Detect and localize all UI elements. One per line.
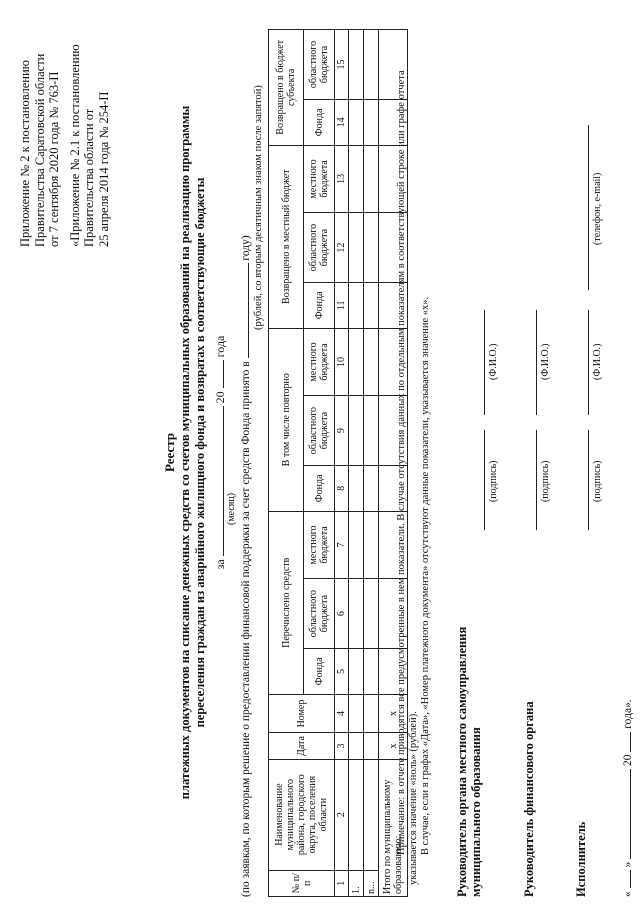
cell[interactable] xyxy=(349,145,364,212)
application-suffix: году) xyxy=(240,235,252,261)
head-local-line: Руководитель органа местного самоуправления xyxy=(455,626,469,897)
header-regional: областного бюджета xyxy=(304,30,335,100)
cell[interactable] xyxy=(349,396,364,466)
cell[interactable] xyxy=(349,213,364,283)
note-line: В случае, если в графах «Дата», «Номер платежного документа» отсутствуют данные показатели, указывается значение «х». xyxy=(420,296,431,855)
cell[interactable] xyxy=(364,396,379,466)
header-fund: Фонда xyxy=(304,99,335,145)
year-blank[interactable] xyxy=(630,732,631,752)
col-number: 15 xyxy=(335,30,349,100)
unit-note: (рублей, со вторым десятичным знаком после запятой) xyxy=(253,85,264,330)
name-caption: (Ф.И.О.) xyxy=(592,343,603,380)
document-title: Реестр xyxy=(162,433,177,473)
col-number: 11 xyxy=(335,282,349,328)
cell[interactable] xyxy=(364,733,379,759)
head-local-line: муниципального образования xyxy=(469,727,483,897)
signature-line[interactable] xyxy=(588,430,589,530)
period-line xyxy=(213,0,228,905)
contact-line[interactable] xyxy=(588,125,589,290)
total-date: x xyxy=(379,733,408,759)
header-repeated: В том числе повторно xyxy=(269,328,304,511)
header-name: Наименование муниципального района, городского округа, поселения области xyxy=(269,759,335,870)
head-finance-label: Руководитель финансового органа xyxy=(522,701,536,897)
col-number: 8 xyxy=(335,465,349,511)
date-year: 20 xyxy=(622,754,634,766)
date-close: » xyxy=(622,861,634,868)
name-line[interactable] xyxy=(536,310,537,415)
cell[interactable] xyxy=(349,99,364,145)
header-fund: Фонда xyxy=(304,465,335,511)
cell[interactable] xyxy=(349,511,364,578)
signature-line[interactable] xyxy=(484,430,485,530)
col-number: 3 xyxy=(335,733,349,759)
day-blank[interactable] xyxy=(630,870,631,888)
name-line[interactable] xyxy=(484,310,485,415)
header-num: № п/п xyxy=(269,870,335,896)
header-number: Номер xyxy=(269,694,335,733)
total-number: x xyxy=(379,694,408,733)
application-text: (по заявкам, по которым решение о предоставлении финансовой поддержки за счет средств Фонда принято в xyxy=(240,361,252,897)
cell[interactable] xyxy=(364,213,379,283)
register-table xyxy=(268,29,408,897)
cell[interactable] xyxy=(349,465,364,511)
header-transferred: Перечислено средств xyxy=(269,511,304,694)
header-regional: областного бюджета xyxy=(304,396,335,466)
row-num: n... xyxy=(364,870,379,896)
appendix-line: Приложение № 2 к постановлению xyxy=(18,60,32,247)
head-local-label xyxy=(455,627,483,897)
application-line xyxy=(240,235,252,897)
appendix-line: Правительства Саратовской области xyxy=(32,53,47,247)
period-year: 20 xyxy=(213,391,227,404)
date-suffix: года». xyxy=(622,699,634,729)
appendix-line: 25 апреля 2014 года № 254-П xyxy=(96,91,111,247)
col-number: 7 xyxy=(335,511,349,578)
cell[interactable] xyxy=(349,694,364,733)
col-number: 6 xyxy=(335,579,349,649)
header-date: Дата xyxy=(269,733,335,759)
col-number: 5 xyxy=(335,649,349,695)
row-name[interactable] xyxy=(349,759,364,870)
appendix-line: от 7 сентября 2020 года № 763-П xyxy=(47,71,61,247)
cell[interactable] xyxy=(364,145,379,212)
note-line: Примечание: в отчете приводятся все предусмотренные в нем показатели. В случае отсутствия данных по отдельным показателям в соответствующей строке или графе отчета указывается значение «ноль» (рублей). xyxy=(396,70,419,885)
row-name[interactable] xyxy=(364,759,379,870)
col-number: 13 xyxy=(335,145,349,212)
contact-caption: (телефон, e-mail) xyxy=(592,172,603,245)
cell[interactable] xyxy=(364,465,379,511)
cell[interactable] xyxy=(364,30,379,100)
header-local: местного бюджета xyxy=(304,145,335,212)
period-prefix: за xyxy=(213,559,227,570)
header-local: местного бюджета xyxy=(304,328,335,395)
table-row xyxy=(364,30,379,897)
cell[interactable] xyxy=(349,579,364,649)
header-returned-region: Возвращено в бюджет субъекта xyxy=(269,30,304,146)
decision-year-blank[interactable] xyxy=(248,263,249,358)
cell[interactable] xyxy=(349,733,364,759)
table-row xyxy=(349,30,364,897)
col-number: 2 xyxy=(335,759,349,870)
document-subtitle: переселения граждан из аварийного жилищного фонда и возвратах в соответствующие бюджеты xyxy=(193,177,207,728)
cell[interactable] xyxy=(364,282,379,328)
signature-caption: (подпись) xyxy=(488,460,499,502)
period-suffix: года xyxy=(213,335,227,358)
appendix-block xyxy=(18,44,111,247)
header-returned-local: Возвращено в местный бюджет xyxy=(269,145,304,328)
cell[interactable] xyxy=(364,649,379,695)
appendix-line: Правительства области от xyxy=(82,108,96,247)
cell[interactable] xyxy=(349,649,364,695)
appendix-line: «Приложение № 2.1 к постановлению xyxy=(67,44,82,247)
col-number: 1 xyxy=(335,870,349,896)
cell[interactable] xyxy=(364,579,379,649)
notes-block xyxy=(396,25,432,885)
cell[interactable] xyxy=(364,694,379,733)
cell[interactable] xyxy=(349,328,364,395)
signature-line[interactable] xyxy=(536,430,537,530)
col-number: 9 xyxy=(335,396,349,466)
cell[interactable] xyxy=(364,99,379,145)
row-num: 1. xyxy=(349,870,364,896)
total-label: Итого по муниципальному образованию: xyxy=(379,759,408,896)
name-line[interactable] xyxy=(588,310,589,415)
name-caption: (Ф.И.О.) xyxy=(540,343,551,380)
date-line xyxy=(622,699,634,897)
executor-label: Исполнитель xyxy=(574,821,588,897)
col-number: 4 xyxy=(335,694,349,733)
date-open: « xyxy=(622,891,634,897)
signature-caption: (подпись) xyxy=(592,460,603,502)
header-local: местного бюджета xyxy=(304,511,335,578)
month-hint: (месяц) xyxy=(226,492,237,525)
name-caption: (Ф.И.О.) xyxy=(488,343,499,380)
signature-caption: (подпись) xyxy=(540,460,551,502)
month-blank[interactable] xyxy=(630,769,631,859)
header-fund: Фонда xyxy=(304,649,335,695)
year-blank[interactable] xyxy=(223,360,224,388)
header-regional: областного бюджета xyxy=(304,213,335,283)
document-subtitle: платежных документов на списание денежных средств со счетов муниципальных образований на реализацию программы xyxy=(178,105,192,800)
col-number: 10 xyxy=(335,328,349,395)
col-number: 12 xyxy=(335,213,349,283)
cell[interactable] xyxy=(364,511,379,578)
header-regional: областного бюджета xyxy=(304,579,335,649)
cell[interactable] xyxy=(364,328,379,395)
cell[interactable] xyxy=(349,30,364,100)
cell[interactable] xyxy=(349,282,364,328)
col-number: 14 xyxy=(335,99,349,145)
header-fund: Фонда xyxy=(304,282,335,328)
month-blank[interactable] xyxy=(223,406,224,556)
